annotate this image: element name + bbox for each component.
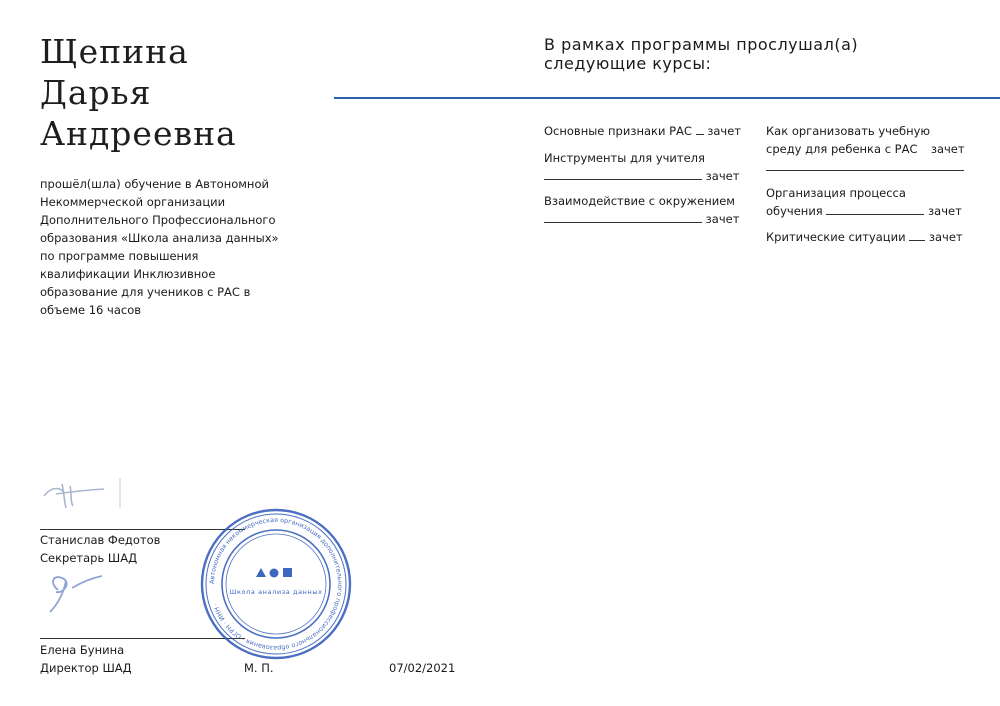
- course-blank-line: [544, 210, 702, 223]
- course-item: [766, 122, 965, 176]
- course-name: Как организовать учебную: [766, 124, 931, 138]
- course-result: зачет: [705, 212, 740, 226]
- svg-text:Автономная некоммерческая орга: [208, 516, 344, 652]
- stamp-inner-text: Школа анализа данных: [229, 588, 323, 596]
- director-name: Елена Бунина: [40, 643, 125, 657]
- course-item: [766, 184, 962, 220]
- course-item: [544, 149, 739, 185]
- secretary-title: Секретарь ШАД: [40, 551, 138, 565]
- signature-secretary: [40, 474, 130, 514]
- course-blank-line: [766, 158, 964, 171]
- course-blank-line: [544, 167, 702, 180]
- course-item: [766, 228, 963, 246]
- course-item: [544, 192, 739, 228]
- secretary-name: Станислав Федотов: [40, 533, 161, 547]
- course-name: Инструменты для учителя: [544, 151, 705, 165]
- course-blank-line: [696, 122, 704, 135]
- seal-label: М. П.: [244, 661, 274, 675]
- director-title: Директор ШАД: [40, 661, 132, 675]
- courses-heading: В рамках программы прослушал(а) следующие курсы:: [544, 35, 859, 73]
- course-name: Критические ситуации: [766, 230, 906, 244]
- course-result: зачет: [928, 230, 963, 244]
- course-blank-line: [909, 228, 925, 241]
- recipient-patronymic: Андреевна: [40, 114, 237, 153]
- course-name: обучения: [766, 204, 823, 218]
- course-name: среду для ребенка с РАС: [766, 142, 918, 156]
- stamp-ring-text: Автономная некоммерческая организация дополнительного профессионального образования · ОГРН · ИНН ·: [207, 515, 345, 653]
- course-item: [544, 122, 741, 140]
- course-result: зачет: [707, 124, 741, 138]
- course-name: Основные признаки РАС: [544, 124, 692, 138]
- heading-divider: [334, 97, 1000, 99]
- course-blank-line: [826, 202, 924, 215]
- issue-date: 07/02/2021: [389, 661, 456, 675]
- course-result: зачет: [705, 169, 740, 183]
- course-result: зачет: [930, 142, 965, 156]
- course-name: Организация процесса: [766, 186, 906, 200]
- recipient-first-name: Дарья: [40, 73, 152, 112]
- course-result: зачет: [928, 204, 962, 218]
- course-name: Взаимодействие с окружением: [544, 194, 735, 208]
- completion-statement: прошёл(шла) обучение в Автономной Некоммерческой организации Дополнительного Профессионального образования «Школа анализа данных» по программе повышения квалификации Инклюзивное образование для учеников с РАС в объеме 16 часов: [40, 177, 279, 317]
- recipient-surname: Щепина: [40, 32, 189, 71]
- signature-director: [42, 570, 112, 616]
- official-stamp: [200, 508, 352, 660]
